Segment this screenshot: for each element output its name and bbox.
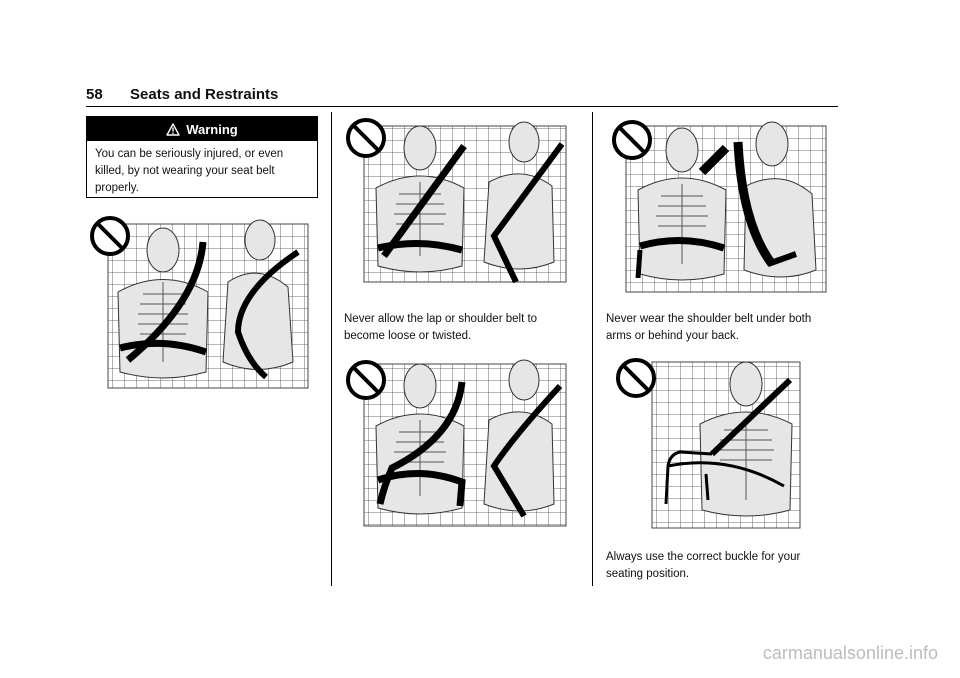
caption-correct-buckle: Always use the correct buckle for your seating position.: [606, 551, 801, 580]
warning-triangle-icon: [166, 123, 180, 136]
warning-box: [86, 116, 318, 198]
page-number: 58: [86, 86, 103, 103]
seatbelt-figure-behind-back: [606, 114, 830, 296]
warning-header: [87, 117, 317, 141]
seatbelt-figure-twisted-top: [344, 116, 568, 294]
warning-title: Warning: [186, 121, 238, 137]
watermark: carmanualsonline.info: [762, 643, 938, 663]
seatbelt-figure-loose-left: [88, 212, 310, 390]
column-divider-1: [331, 112, 332, 586]
seatbelt-figure-wrong-buckle: [608, 354, 808, 530]
warning-text: You can be seriously injured, or even killed, by not wearing your seat belt properly.: [95, 148, 284, 194]
page-title: Seats and Restraints: [130, 86, 279, 103]
caption-behind-back: Never wear the shoulder belt under both arms or behind your back.: [606, 313, 812, 342]
seatbelt-figure-twisted-bottom: [344, 356, 568, 530]
page-header: [86, 84, 838, 107]
column-divider-2: [592, 112, 593, 586]
caption-loose-twisted: Never allow the lap or shoulder belt to become loose or twisted.: [344, 313, 538, 342]
